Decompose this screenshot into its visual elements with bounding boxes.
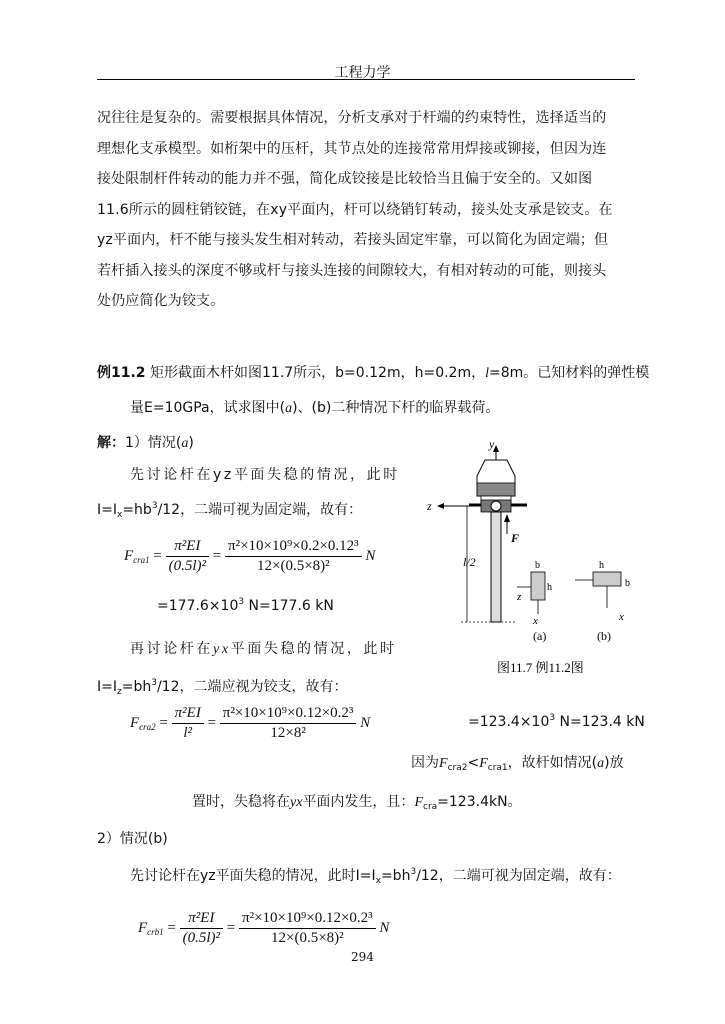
- yx-text-line1: 再讨论杆在yx平面失稳的情况，此时: [130, 641, 397, 657]
- body-paragraph: [97, 103, 635, 317]
- paragraph-line: 理想化支承模型。如桁架中的压杆，其节点处的连接常常用焊接或铆接，但因为连: [97, 140, 607, 157]
- eq1-result: $=177.6\times 10^3$ N=177.6 kN: [157, 597, 334, 614]
- paragraph-line: 若杆插入接头的深度不够或杆与接头连接的间隙较大，有相对转动的可能，则接头: [97, 262, 607, 279]
- section-b-x-label: x: [619, 611, 624, 623]
- paragraph-line: yz平面内，杆不能与接头发生相对转动，若接头固定牢靠，可以简化为固定端；但: [97, 232, 609, 248]
- equation-1: $F_{cra1}$ = $\frac{\text{π²EI}}{\text{(0.5l)²}}$ = $\frac{\text{π²×10×10⁹×0.2×0.12³}}{\text{12×(0.5×8)²}}$ N: [124, 538, 376, 574]
- section-a-h-label: h: [547, 582, 552, 593]
- eq3-fraction-symbolic: $\frac{\text{π²EI}}{\text{(0.5l)²}}$: [180, 910, 223, 947]
- page-header: 工程力学: [334, 65, 391, 81]
- z-axis-label: z: [427, 499, 432, 513]
- section-b-h-label: h: [599, 560, 604, 571]
- rod: [491, 512, 501, 622]
- eq3-fraction-numeric: $\frac{\text{π²×10×10⁹×0.12×0.2³}}{\text{12×(0.5×8)²}}$: [239, 910, 376, 947]
- case-b-text: 先讨论杆在yz平面失稳的情况，此时$I=I_x=bh^3/12$，二端可视为固定端，故有：: [130, 867, 621, 886]
- force-label: F: [511, 531, 520, 545]
- yx-text-line2: $I=I_z=bh^3/12$，二端应视为铰支，故有：: [97, 678, 348, 697]
- paragraph-line: 处仍应简化为铰支。: [97, 293, 225, 309]
- section-b-b-label: b: [625, 578, 630, 589]
- label-b: (b): [597, 629, 611, 643]
- solution-case-b: 2）情况(b): [97, 831, 168, 847]
- y-axis-label: y: [489, 437, 495, 451]
- paragraph-line: 况往往是复杂的。需要根据具体情况，分析支承对于杆端的约束特性，选择适当的: [97, 110, 607, 126]
- eq2-fraction-numeric: $\frac{\text{π²×10×10⁹×0.12×0.2³}}{\text{12×8²}}$: [220, 705, 357, 742]
- paragraph-line: 11.6所示的圆柱销铰链，在xy平面内，杆可以绕销钉转动，接头处支承是铰支。在: [97, 201, 613, 218]
- z-axis-arrow-icon: [437, 503, 444, 509]
- example-statement-line1: 例11.2 矩形截面木杆如图11.7所示，b=0.12m，h=0.2m，l=8m。已知材料的弹性模: [97, 365, 650, 381]
- figure-caption: 图11.7 例11.2图: [497, 660, 584, 675]
- yz-text-line1: 先讨论杆在yz平面失稳的情况，此时: [130, 467, 400, 483]
- section-a-x-label: x: [533, 615, 538, 627]
- comparison-text: 因为$F_{cra2}<F_{cra1}$，故杆如情况(a)放: [411, 755, 624, 773]
- force-arrow-icon: [504, 514, 510, 522]
- pin-head-icon: [491, 501, 501, 511]
- section-a-z-label: z: [517, 591, 522, 603]
- equation-2: $F_{cra2}$ = $\frac{\text{π²EI}}{\text{l²}}$ = $\frac{\text{π²×10×10⁹×0.12×0.2³}}{\text{12×8²}}$ N: [130, 705, 371, 741]
- paragraph-line: 接处限制杆件转动的能力并不强，简化成铰接是比较恰当且偏于安全的。又如图: [97, 171, 593, 187]
- section-a-b-label: b: [535, 560, 540, 571]
- conclusion-text: 置时，失稳将在yx平面内发生，且：$F_{cra}=123.4kN$。: [192, 794, 522, 812]
- bracket-hatch: [477, 483, 515, 496]
- equation-3: $F_{crb1}$ = $\frac{\text{π²EI}}{\text{(0.5l)²}}$ = $\frac{\text{π²×10×10⁹×0.12×0.2³}}{\text{12×(0.5×8)²}}$ N: [138, 910, 390, 946]
- figure-11-7: [425, 430, 645, 690]
- yz-text-line2: $I=I_x=hb^3/12$，二端可视为固定端，故有：: [97, 501, 363, 520]
- eq1-fraction-symbolic: $\frac{\text{π²EI}}{\text{(0.5l)²}}$: [166, 538, 209, 575]
- dimension-label: l/2: [463, 555, 476, 569]
- section-b: [593, 572, 621, 586]
- eq1-fraction-numeric: $\frac{\text{π²×10×10⁹×0.2×0.12³}}{\text{12×(0.5×8)²}}$: [225, 538, 362, 575]
- label-a: (a): [533, 629, 547, 643]
- page-number: 294: [351, 950, 374, 964]
- solution-case-a: 解：1）情况(a): [97, 435, 194, 451]
- eq2-result: $=123.4\times 10^3$ N=123.4 kN: [468, 713, 645, 730]
- section-a: [531, 572, 545, 600]
- example-label: 例11.2: [97, 365, 146, 381]
- solution-label: 解：: [97, 435, 125, 451]
- eq2-fraction-symbolic: $\frac{\text{π²EI}}{\text{l²}}$: [172, 705, 204, 742]
- header-rule: [97, 79, 635, 80]
- example-statement-line2: 量E=10GPa，试求图中(a)、(b)二种情况下杆的临界载荷。: [130, 400, 500, 416]
